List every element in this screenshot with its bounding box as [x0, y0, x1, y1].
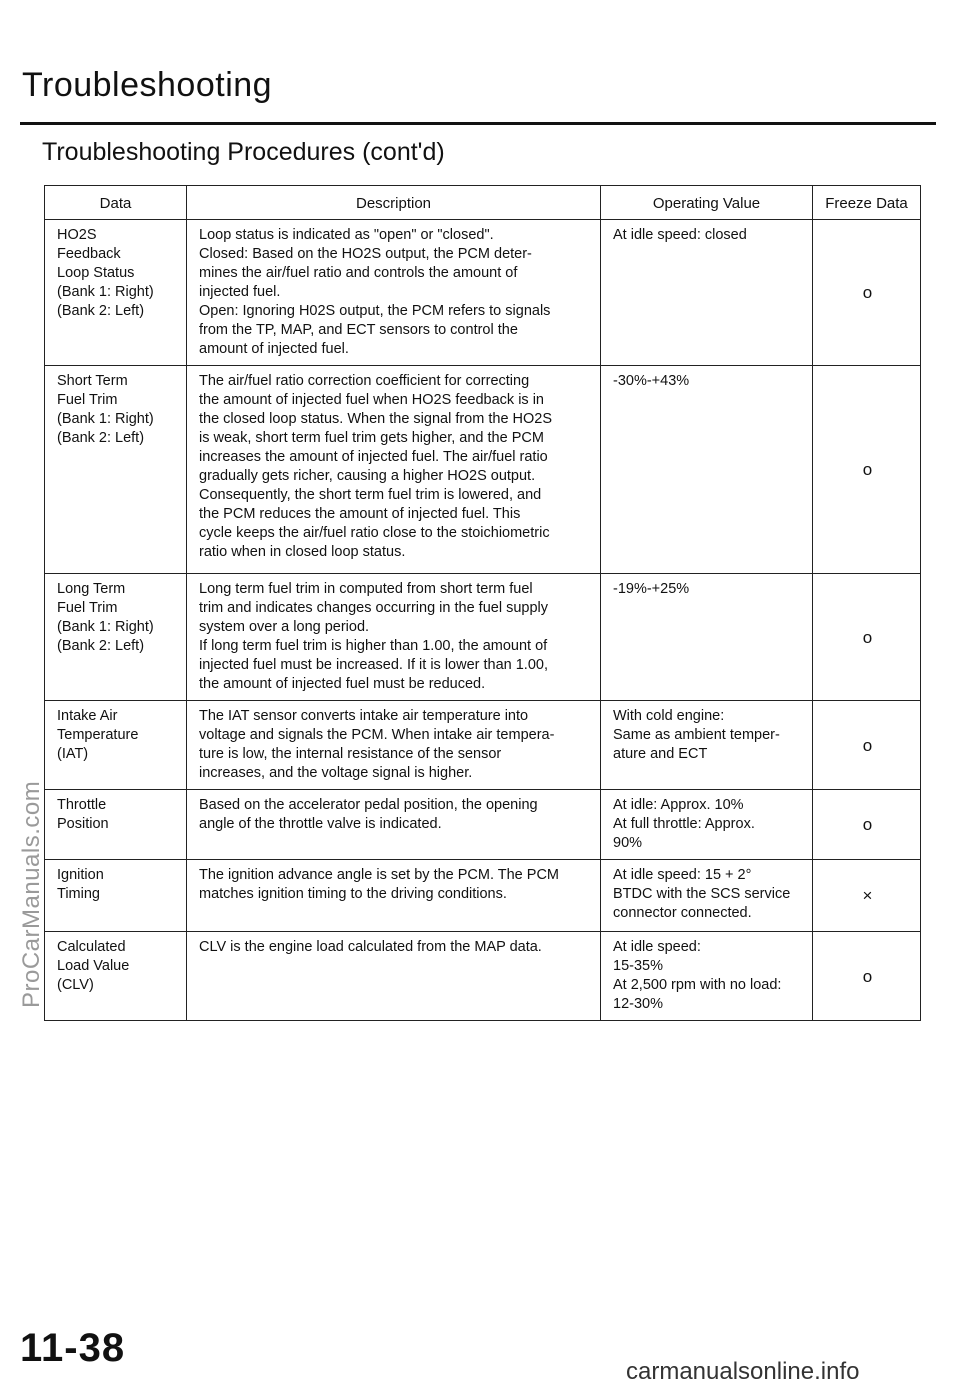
data-cell-line: (Bank 1: Right)	[57, 284, 154, 300]
description-cell-line: The air/fuel ratio correction coefficient for correcting	[199, 373, 530, 389]
description-cell-line: cycle keeps the air/fuel ratio close to the stoichiometric	[199, 525, 550, 541]
description-cell-line: Loop status is indicated as "open" or "closed".	[199, 227, 494, 243]
operating-value-cell-line: At 2,500 rpm with no load:	[613, 977, 782, 993]
description-cell-line: system over a long period.	[199, 619, 370, 635]
operating-value-cell-line: 90%	[613, 835, 643, 851]
data-cell	[45, 932, 187, 1021]
freeze-data-mark: o	[813, 220, 921, 366]
operating-value-cell	[601, 860, 813, 932]
data-cell-line: (Bank 1: Right)	[57, 411, 154, 427]
description-cell-line: The IAT sensor converts intake air temperature into	[199, 708, 529, 724]
operating-value-cell-line: -30%-+43%	[613, 373, 690, 389]
operating-value-cell	[601, 701, 813, 790]
description-cell-line: Long term fuel trim in computed from short term fuel	[199, 581, 533, 597]
table-row	[45, 574, 921, 701]
description-cell-line: voltage and signals the PCM. When intake air tempera-	[199, 727, 555, 743]
description-cell-line: Open: Ignoring H02S output, the PCM refers to signals	[199, 303, 551, 319]
data-cell-line: Fuel Trim	[57, 600, 118, 616]
description-cell-line: ratio when in closed loop status.	[199, 544, 406, 560]
description-cell-line: Consequently, the short term fuel trim is lowered, and	[199, 487, 542, 503]
description-cell-line: angle of the throttle valve is indicated.	[199, 816, 442, 832]
description-cell-line: the PCM reduces the amount of injected fuel. This	[199, 506, 521, 522]
header-operating-value: Operating Value	[601, 186, 813, 220]
description-cell-line: increases, and the voltage signal is higher.	[199, 765, 473, 781]
description-cell-line: trim and indicates changes occurring in the fuel supply	[199, 600, 548, 616]
description-cell-line: ture is low, the internal resistance of the sensor	[199, 746, 502, 762]
header-freeze-data: Freeze Data	[813, 186, 921, 220]
data-cell	[45, 220, 187, 366]
header-data: Data	[45, 186, 187, 220]
operating-value-cell	[601, 220, 813, 366]
data-cell-line: (CLV)	[57, 977, 94, 993]
watermark: ProCarManuals.com	[18, 780, 45, 1008]
table-row	[45, 701, 921, 790]
data-cell-line: (IAT)	[57, 746, 89, 762]
table-row	[45, 366, 921, 574]
table-row	[45, 220, 921, 366]
description-cell-line: mines the air/fuel ratio and controls the amount of	[199, 265, 518, 281]
title-divider	[20, 122, 936, 125]
description-cell-line: the amount of injected fuel when HO2S feedback is in	[199, 392, 544, 408]
operating-value-cell-line: Same as ambient temper-	[613, 727, 780, 743]
data-cell-line: Short Term	[57, 373, 128, 389]
table-header-row	[45, 186, 921, 220]
description-cell-line: from the TP, MAP, and ECT sensors to control the	[199, 322, 518, 338]
operating-value-cell-line: 12-30%	[613, 996, 663, 1012]
data-cell-line: (Bank 2: Left)	[57, 430, 145, 446]
data-cell-line: Timing	[57, 886, 100, 902]
description-cell-line: the closed loop status. When the signal from the HO2S	[199, 411, 553, 427]
freeze-data-mark: o	[813, 701, 921, 790]
operating-value-cell-line: At idle speed: closed	[613, 227, 747, 243]
table-row	[45, 860, 921, 932]
operating-value-cell-line: 15-35%	[613, 958, 663, 974]
operating-value-cell	[601, 932, 813, 1021]
description-cell-line: amount of injected fuel.	[199, 341, 349, 357]
operating-value-cell	[601, 574, 813, 701]
description-cell	[187, 932, 601, 1021]
data-cell-line: Temperature	[57, 727, 139, 743]
description-cell-line: injected fuel.	[199, 284, 281, 300]
data-cell	[45, 860, 187, 932]
page-title: Troubleshooting	[22, 66, 273, 104]
data-cell-line: Intake Air	[57, 708, 118, 724]
data-cell	[45, 366, 187, 574]
description-cell-line: Closed: Based on the HO2S output, the PCM deter-	[199, 246, 532, 262]
footer-url: carmanualsonline.info	[626, 1358, 860, 1385]
description-cell-line: gradually gets richer, causing a higher HO2S output.	[199, 468, 536, 484]
data-cell-line: (Bank 2: Left)	[57, 303, 145, 319]
description-cell-line: Based on the accelerator pedal position, the opening	[199, 797, 538, 813]
description-cell-line: matches ignition timing to the driving conditions.	[199, 886, 507, 902]
data-cell	[45, 574, 187, 701]
table-row	[45, 932, 921, 1021]
description-cell-line: The ignition advance angle is set by the PCM. The PCM	[199, 867, 560, 883]
data-cell-line: HO2S	[57, 227, 97, 243]
operating-value-cell	[601, 366, 813, 574]
description-cell	[187, 860, 601, 932]
operating-value-cell-line: At idle: Approx. 10%	[613, 797, 744, 813]
data-cell-line: Loop Status	[57, 265, 135, 281]
description-cell-line: injected fuel must be increased. If it is lower than 1.00,	[199, 657, 548, 673]
description-cell	[187, 574, 601, 701]
description-cell	[187, 366, 601, 574]
operating-value-cell-line: connector connected.	[613, 905, 752, 921]
data-cell	[45, 701, 187, 790]
data-cell-line: Load Value	[57, 958, 130, 974]
data-cell-line: (Bank 2: Left)	[57, 638, 145, 654]
description-cell	[187, 790, 601, 860]
description-cell-line: is weak, short term fuel trim gets higher, and the PCM	[199, 430, 544, 446]
operating-value-cell-line: With cold engine:	[613, 708, 725, 724]
operating-value-cell-line: At idle speed: 15 + 2°	[613, 867, 752, 883]
operating-value-cell-line: -19%-+25%	[613, 581, 690, 597]
freeze-data-mark: o	[813, 932, 921, 1021]
operating-value-cell-line: At idle speed:	[613, 939, 701, 955]
description-cell-line: If long term fuel trim is higher than 1.00, the amount of	[199, 638, 548, 654]
description-cell	[187, 701, 601, 790]
table-row	[45, 790, 921, 860]
freeze-data-mark: o	[813, 790, 921, 860]
description-cell-line: CLV is the engine load calculated from the MAP data.	[199, 939, 542, 955]
operating-value-cell-line: BTDC with the SCS service	[613, 886, 791, 902]
data-cell-line: Feedback	[57, 246, 121, 262]
data-cell-line: Throttle	[57, 797, 107, 813]
data-cell-line: Long Term	[57, 581, 126, 597]
freeze-data-mark: ×	[813, 860, 921, 932]
description-cell	[187, 220, 601, 366]
page-number: 11-38	[20, 1326, 126, 1370]
header-description: Description	[187, 186, 601, 220]
operating-value-cell-line: ature and ECT	[613, 746, 708, 762]
section-subtitle: Troubleshooting Procedures (cont'd)	[42, 138, 445, 166]
description-cell-line: the amount of injected fuel must be reduced.	[199, 676, 486, 692]
data-cell-line: Ignition	[57, 867, 104, 883]
freeze-data-mark: o	[813, 574, 921, 701]
operating-value-cell-line: At full throttle: Approx.	[613, 816, 755, 832]
data-cell-line: Calculated	[57, 939, 126, 955]
data-cell-line: Fuel Trim	[57, 392, 118, 408]
operating-value-cell	[601, 790, 813, 860]
data-cell	[45, 790, 187, 860]
description-cell-line: increases the amount of injected fuel. The air/fuel ratio	[199, 449, 548, 465]
data-table	[44, 185, 921, 1021]
data-cell-line: Position	[57, 816, 109, 832]
freeze-data-mark: o	[813, 366, 921, 574]
data-cell-line: (Bank 1: Right)	[57, 619, 154, 635]
